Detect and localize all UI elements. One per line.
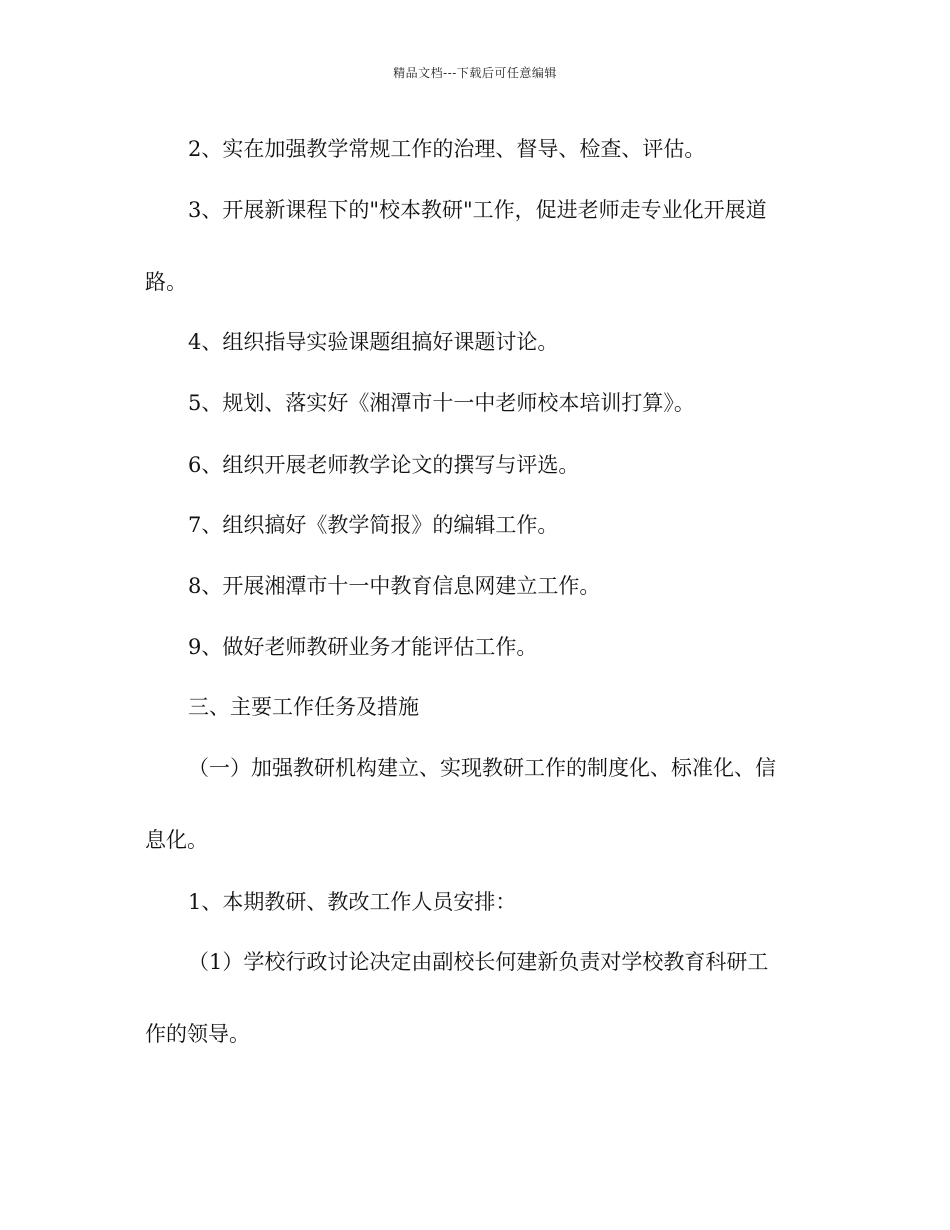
list-item-2: 2、实在加强教学常规工作的治理、督导、检查、评估。 — [188, 137, 706, 161]
sub-item-1-line1: （1）学校行政讨论决定由副校长何建新负责对学校教育科研工 — [188, 950, 769, 974]
item-staffing: 1、本期教研、教改工作人员安排： — [188, 890, 517, 914]
section-heading: 三、主要工作任务及措施 — [188, 695, 419, 719]
list-item-4: 4、组织指导实验课题组搞好课题讨论。 — [188, 330, 559, 354]
list-item-3-line1: 3、开展新课程下的"校本教研"工作，促进老师走专业化开展道 — [188, 198, 767, 222]
list-item-8: 8、开展湘潭市十一中教育信息网建立工作。 — [188, 574, 601, 598]
subsection-heading-line1: （一）加强教研机构建立、实现教研工作的制度化、标准化、信 — [188, 756, 776, 780]
list-item-3-line2: 路。 — [145, 270, 187, 294]
sub-item-1-line2: 作的领导。 — [145, 1022, 250, 1046]
list-item-6: 6、组织开展老师教学论文的撰写与评选。 — [188, 453, 580, 477]
subsection-heading-line2: 息化。 — [145, 828, 208, 852]
page-header: 精品文档---下载后可任意编辑 — [393, 66, 557, 80]
list-item-5: 5、规划、落实好《湘潭市十一中老师校本培训打算》。 — [188, 391, 695, 415]
list-item-9: 9、做好老师教研业务才能评估工作。 — [188, 635, 538, 659]
list-item-7: 7、组织搞好《教学简报》的编辑工作。 — [188, 513, 559, 537]
